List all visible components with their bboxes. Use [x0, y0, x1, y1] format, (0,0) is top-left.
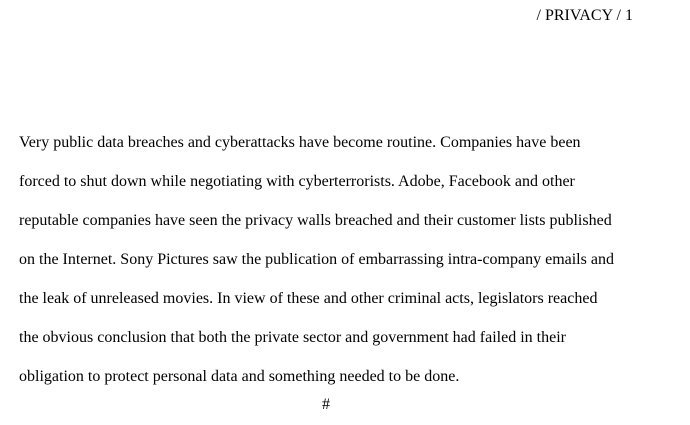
paragraph-line: Very public data breaches and cyberattacks have become routine. Companies have been — [19, 134, 581, 151]
section-end-mark: # — [322, 396, 330, 413]
paragraph-line: on the Internet. Sony Pictures saw the publication of embarrassing intra-company emails and — [19, 251, 614, 268]
paragraph-line: the leak of unreleased movies. In view of these and other criminal acts, legislators reached — [19, 290, 598, 307]
body-paragraph — [19, 123, 659, 396]
paragraph-line: the obvious conclusion that both the private sector and government had failed in their — [19, 329, 566, 346]
paragraph-line: forced to shut down while negotiating with cyberterrorists. Adobe, Facebook and other — [19, 173, 575, 190]
paragraph-line: obligation to protect personal data and something needed to be done. — [19, 368, 460, 385]
paragraph-line: reputable companies have seen the privacy walls breached and their customer lists published — [19, 212, 612, 229]
running-header: / PRIVACY / 1 — [536, 7, 633, 24]
